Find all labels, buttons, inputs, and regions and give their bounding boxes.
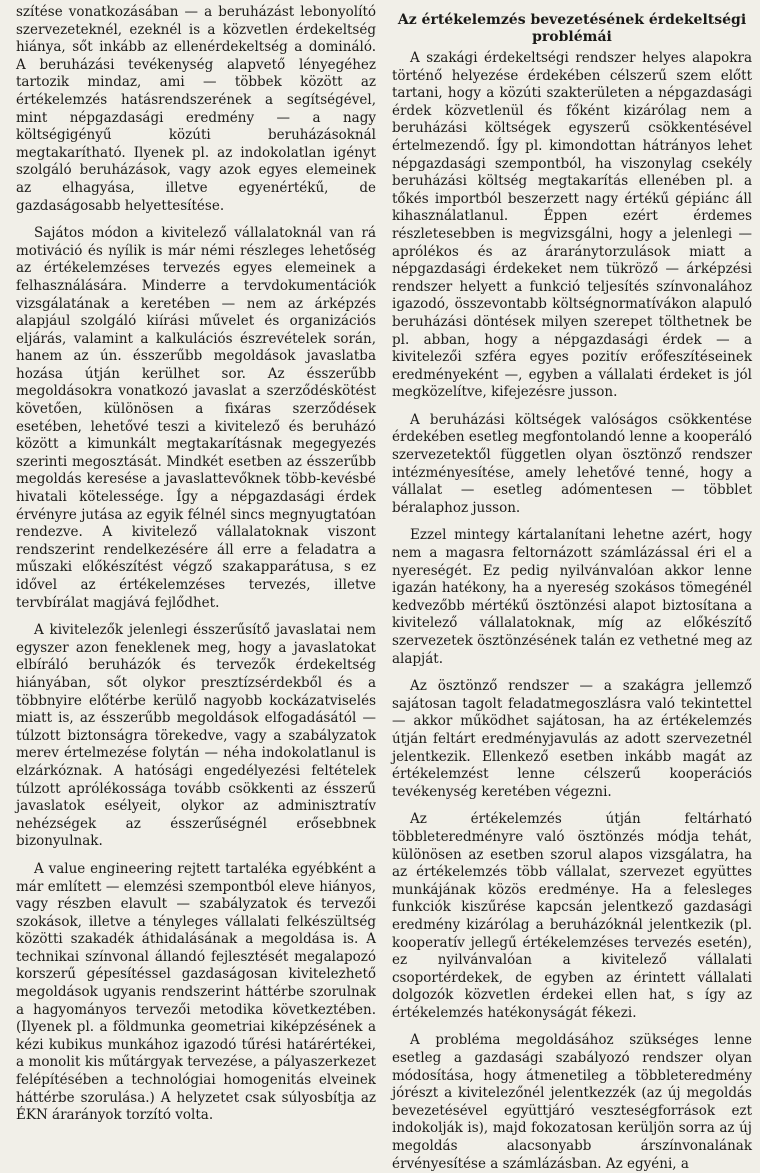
paragraph: Ezzel mintegy kártalanítani lehetne azért, hogy nem a magasra feltornázott számlázással éri el a nyereségét. Ez pedig nyilvánvalóan akkor lenne igazán hatékony, ha a nyereség szokásos tömegénél kedvezőbb mértékű ösztönzési alapot biztosítana a kivitelező vállalatoknak, míg az előkészítő szervezetek ösztönzésének talán ez vethetné meg az alapját. — [392, 527, 752, 667]
paragraph: A probléma megoldásához szükséges lenne esetleg a gazdasági szabályozó rendszer olyan módosítása, hogy átmenetileg a többleteredmény jórészt a kivitelezőnél jelentkezzék (az új megoldás bevezetésével együttjáró veszteségforrások ezt indokolják is), majd fokozatosan kerüljön sorra az új megoldás alacsonyabb árszínvonalának érvényesítése a számlázásban. Az egyéni, a — [392, 1032, 752, 1172]
paragraph: Sajátos módon a kivitelező vállalatoknál van rá motiváció és nyílik is már némi részleges lehetőség az értékelemzéses tervezés egyes elemeinek a felhasználására. Minderre a tervdokumentációk vizsgálatának a keretében — nem az árképzés alapjául szolgáló kiírási művelet és organizációs eljárás, valamint a kalkulációs észrevételek során, hanem az ún. ésszerűbb megoldások javaslatba hozása útján kerülhet sor. Az ésszerűbb megoldásokra vonatkozó javaslat a szerződéskötést követően, különösen a fixáras szerződések esetében, lehetővé teszi a kivitelező és beruházó között a kimunkált megtakarításnak megegyezés szerinti megosztását. Mindkét esetben az ésszerűbb megoldás keresése a javaslattevőknek több-kevésbé hivatali kötelessége. Így a népgazdasági érdek érvényre jutása az egyik félnél sincs megnyugtatóan rendezve. A kivitelező vállalatoknak viszont rendszerint rendelkezésére áll erre a feladatra a műszaki előkészítést végző szakapparátusa, s ez idővel az értékelemzéses tervezés, illetve tervbírálat magjává fejlődhet. — [16, 225, 376, 611]
paragraph: A kivitelezők jelenlegi ésszerűsítő javaslatai nem egyszer azon feneklenek meg, hogy a javaslatokat elbíráló beruházók és tervezők érdekeltség hiányában, sőt olykor presztízsérdekből és a többnyire előtérbe kerülő nagyobb kockázatviselés miatt is, az ésszerűbb megoldások elfogadásától — túlzott biztonságra törekedve, vagy a szabályzatok merev értelmezése folytán — néha indokolatlanul is elzárkóznak. A hatósági engedélyezési feltételek túlzott aprólékossága tovább csökkenti az ésszerű javaslatok esélyeit, olykor az adminisztratív nehézségek az ésszerűségnél erősebbnek bizonyulnak. — [16, 622, 376, 850]
paragraph: szítése vonatkozásában — a beruházást lebonyolító szervezeteknél, ezeknél is a közvetlen érdekeltség hiánya, sőt inkább az ellenérdekeltség a domináló. A beruházási tevékenység alapvető lényegéhez tartozik mindaz, ami — többek között az értékelemzés hatásrendszerének a segítségével, mint népgazdasági eredmény — a nagy költségigényű közúti beruházásoknál megtakarítható. Ilyenek pl. az indokolatlan igényt szolgáló beruházások, vagy azok egyes elemeinek az elhagyása, illetve egyenértékű, de gazdaságosabb helyettesítése. — [16, 4, 376, 214]
section-title: Az értékelemzés bevezetésének érdekeltségi problémái — [397, 12, 747, 45]
paragraph: Az értékelemzés útján feltárható többleteredményre való ösztönzés módja tehát, különösen az esetben szorul alapos vizsgálatra, ha az értékelemzés több vállalat, szervezet együttes munkájának közös eredménye. Ha a felesleges funkciók kiszűrése kapcsán jelentkező gazdasági eredmény kizárólag a beruházóknál jelentkezik (pl. kooperatív jellegű értékelemzéses tervezés esetén), ez nyilvánvalóan a kivitelező vállalati csoportérdekek, de egyben az érintett vállalati dolgozók közvetlen érdekei ellen hat, s így az értékelemzés hatékonyságát fékezi. — [392, 811, 752, 1021]
paragraph: A beruházási költségek valóságos csökkentése érdekében esetleg megfontolandó lenne a kooperáló szervezetektől független olyan ösztönző rendszer intézményesítése, amely lehetővé tenné, hogy a vállalat — esetleg adómentesen — többlet béralaphoz jusson. — [392, 411, 752, 516]
paragraph: A szakági érdekeltségi rendszer helyes alapokra történő helyezése érdekében célszerű szem előtt tartani, hogy a közúti szakterületen a népgazdasági érdek közvetlenül és főként kizárólag nem a beruházási költségek egyszerű csökkentésével értelmezendő. Így pl. kimondottan hátrányos lehet népgazdasági szempontból, ha viszonylag csekély beruházási költség megtakarítás ellenében pl. a tőkés importból beszerzett nagy értékű gépiánc áll kihasználatlanul. Éppen ezért érdemes részletesebben is megvizsgálni, hogy a jelenlegi — aprólékos és az áraránytorzulások miatt a népgazdasági érdekeket nem tükröző — árképzési rendszer helyett a funkció teljesítés színvonalához igazodó, összevontabb költségnormatívákon alapuló beruházási döntések milyen szerepet tölthetnek be pl. abban, hogy a népgazdasági érdek — a kivitelezői szféra egyes pozitív erőfeszítéseinek eredményeként —, egyben a vállalati érdeket is jól megközelítve, kifejezésre jusson. — [392, 50, 752, 401]
paragraph: Az ösztönző rendszer — a szakágra jellemző sajátosan tagolt feladatmegoszlásra való tekintettel — akkor működhet sajátosan, ha az értékelemzés útján feltárt eredményjavulás az adott szervezetnél jelentkezik. Ellenkező esetben inkább magát az értékelemzést lenne célszerű kooperációs tevékenység keretében végezni. — [392, 678, 752, 800]
paragraph: A value engineering rejtett tartaléka egyébként a már említett — elemzési szempontból eleve hiányos, vagy részben elavult — szabályzatok és tervezői szokások, illetve a tényleges vállalati felkészültség közötti szakadék áthidalásának a megoldása is. A technikai színvonal állandó fejlesztését megalapozó korszerű gépesítéssel gazdaságosan kivitelezhető megoldások ugyanis rendszerint háttérbe szorulnak a hagyományos tervezői metodika következtében. (Ilyenek pl. a földmunka geometriai kiképzésének a kézi kubikus munkához igazodó tűrési határértékei, a monolit kis műtárgyak tervezése, a pályaszerkezet felépítésében a technológiai homogenitás elveinek háttérbe szorulása.) A helyzetet csak súlyosbítja az ÉKN árarányok torzító volta. — [16, 860, 376, 1124]
two-column-body — [16, 4, 752, 1172]
right-column — [392, 4, 752, 1172]
left-column — [16, 4, 376, 1124]
